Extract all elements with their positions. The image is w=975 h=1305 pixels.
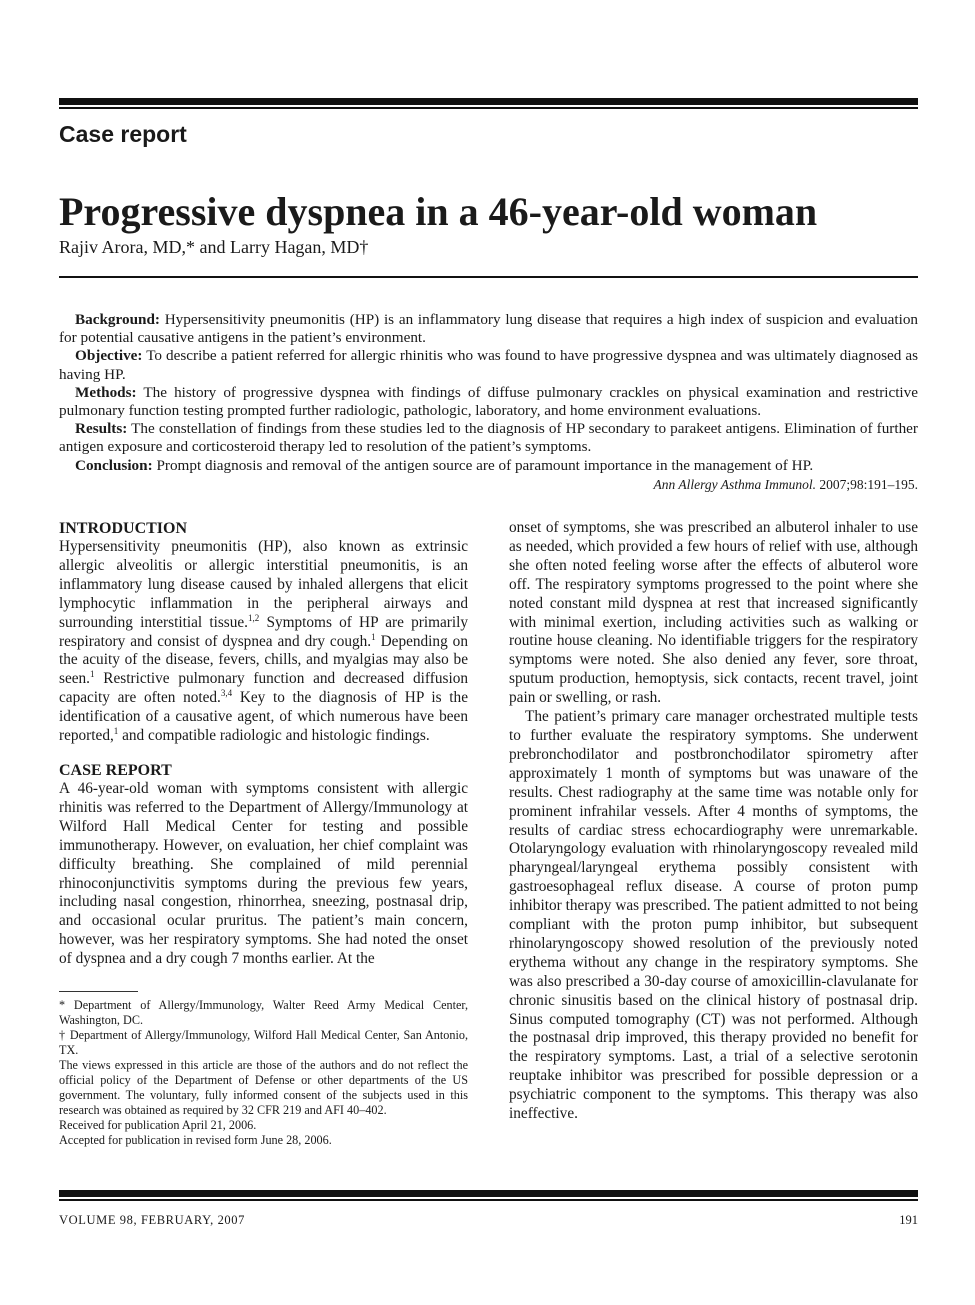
abstract-label: Background:: [75, 311, 160, 328]
footnote-received: Received for publication April 21, 2006.: [59, 1118, 257, 1133]
footer-rule-thick: [59, 1190, 918, 1197]
footer-rule-thin: [59, 1199, 918, 1201]
title-divider: [59, 276, 918, 278]
case-paragraph: The patient’s primary care manager orchestrated multiple tests to further evaluate the respiratory symptoms. She underwent prebronchodilator and postbronchodilator spirometry after approximately 1 month of symptoms but was unaware of the results. Chest radiography at the same time was notable only for prominent infrahilar vessels. After 4 months of symptoms, the results of cardiac stress echocardiography were unremarkable. Otolaryngology evaluation with rhinolaryngoscopy revealed mild pharyngeal/laryngeal erythema possibly consistent with gastroesophageal reflux disease. A course of proton pump inhibitor therapy was prescribed. The patient admitted to not being compliant with the proton pump inhibitor, but subsequent rhinolaryngoscopy showed resolution of the previously noted erythema without any change in the respiratory symptoms. She was also prescribed a 30-day course of amoxicillin-clavulanate for chronic sinusitis based on the clinical history of postnasal drip. Sinus computed tomography (CT) was not performed. Although the postnasal drip improved, this therapy provided no benefit for the respiratory symptoms. Last, a trial of a selective serotonin reuptake inhibitor was prescribed for possible depression or a psychiatric component to the symptoms. This therapy was also ineffective.: [509, 708, 918, 1123]
abstract-label: Results:: [75, 420, 128, 438]
footnotes: [59, 998, 468, 1148]
footnote-affiliation-2: † Department of Allergy/Immunology, Wilford Hall Medical Center, San Antonio, TX.: [59, 1028, 468, 1058]
case-paragraph: A 46-year-old woman with symptoms consistent with allergic rhinitis was referred to the Department of Allergy/Immunology at Wilford Hall Medical Center for testing and possible immunotherapy. However, on evaluation, her chief complaint was difficulty breathing. She complained of mild perennial rhinoconjunctivitis symptoms during the previous few years, including nasal congestion, rhinorrhea, sneezing, postnasal drip, and occasional ocular pruritus. The patient’s main concern, however, was her respiratory symptoms. She had noted the onset of dyspnea and a dry cough 7 months earlier. At the: [59, 779, 468, 968]
footnote-accepted: Accepted for publication in revised form June 28, 2006.: [59, 1133, 332, 1148]
abstract-background: Background: Hypersensitivity pneumonitis (HP) is an inflammatory lung disease that requires a high index of suspicion and evaluation for potential causative antigens in the patient’s environment.: [59, 311, 919, 347]
abstract-objective: Objective: To describe a patient referred for allergic rhinitis who was found to have progressive dyspnea and was ultimately diagnosed as having HP.: [59, 347, 918, 383]
header-rule-thick: [59, 98, 918, 105]
header-rule-thin: [59, 107, 918, 109]
abstract-methods: Methods: The history of progressive dyspnea with findings of diffuse pulmonary crackles on physical examination and restrictive pulmonary function testing prompted further radiologic, pathologic, laboratory, and home environment evaluations.: [59, 383, 918, 420]
page-number: 191: [899, 1213, 918, 1227]
abstract-label: Methods:: [75, 383, 137, 401]
case-heading: CASE REPORT: [59, 761, 172, 779]
abstract: [59, 311, 918, 494]
article-authors: Rajiv Arora, MD,* and Larry Hagan, MD†: [59, 237, 369, 257]
article-title: Progressive dyspnea in a 46-year-old woman: [59, 189, 818, 234]
citation: Ann Allergy Asthma Immunol. 2007;98:191–195.: [653, 476, 918, 492]
column-right: [509, 519, 918, 1124]
abstract-results: Results: The constellation of findings from these studies led to the diagnosis of HP secondary to parakeet antigens. Elimination of further antigen exposure and corticosteroid therapy led to resolution of the patient’s symptoms.: [59, 420, 918, 456]
intro-heading: INTRODUCTION: [59, 520, 188, 537]
intro-paragraph: Hypersensitivity pneumonitis (HP), also known as extrinsic allergic alveolitis or allergic interstitial pneumonitis, is an inflammatory lung disease caused by inhaled allergens that elicit lymphocytic inflammation in the peripheral airways and surrounding interstitial tissue.$^{1,2}$ Symptoms of HP are primarily respiratory and consist of dyspnea and dry cough.$^1$ Depending on the acuity of the disease, fevers, chills, and myalgias may also be seen.$^1$ Restrictive pulmonary function and decreased diffusion capacity are often noted.$^{3,4}$ Key to the diagnosis of HP is the identification of a causative agent, of which numerous have been reported,$^1$ and compatible radiologic and histologic findings.: [59, 538, 468, 745]
case-paragraph-continued: onset of symptoms, she was prescribed an albuterol inhaler to use as needed, which provided a few hours of relief with use, although she often noted feeling worse after the effects of albuterol wore off. The respiratory symptoms progressed to the point where she noted constant mild dyspnea at rest that increased significantly with minimal exertion, including activities such as walking or routine house cleaning. No identifiable triggers for the respiratory symptoms were noted. She also denied any fever, sore throat, sputum production, hemoptysis, sick contacts, recent travel, joint pain or swelling, or rash.: [509, 519, 918, 707]
footnote-affiliation-1: * Department of Allergy/Immunology, Walter Reed Army Medical Center, Washington, DC.: [59, 998, 468, 1028]
footnote-rule: [59, 991, 138, 992]
abstract-label: Objective:: [75, 347, 143, 365]
volume-info: VOLUME 98, FEBRUARY, 2007: [59, 1213, 245, 1227]
abstract-label: Conclusion:: [75, 456, 153, 474]
footnote-disclaimer: The views expressed in this article are those of the authors and do not reflect the official policy of the Department of Defense or other departments of the US government. The voluntary, fully informed consent of the subjects used in this research was obtained as required by 32 CFR 219 and AFI 40–402.: [59, 1058, 468, 1118]
abstract-conclusion: Conclusion: Prompt diagnosis and removal of the antigen source are of paramount importance in the management of HP.: [75, 456, 814, 474]
section-label: Case report: [59, 121, 187, 147]
column-left: [59, 519, 468, 1148]
